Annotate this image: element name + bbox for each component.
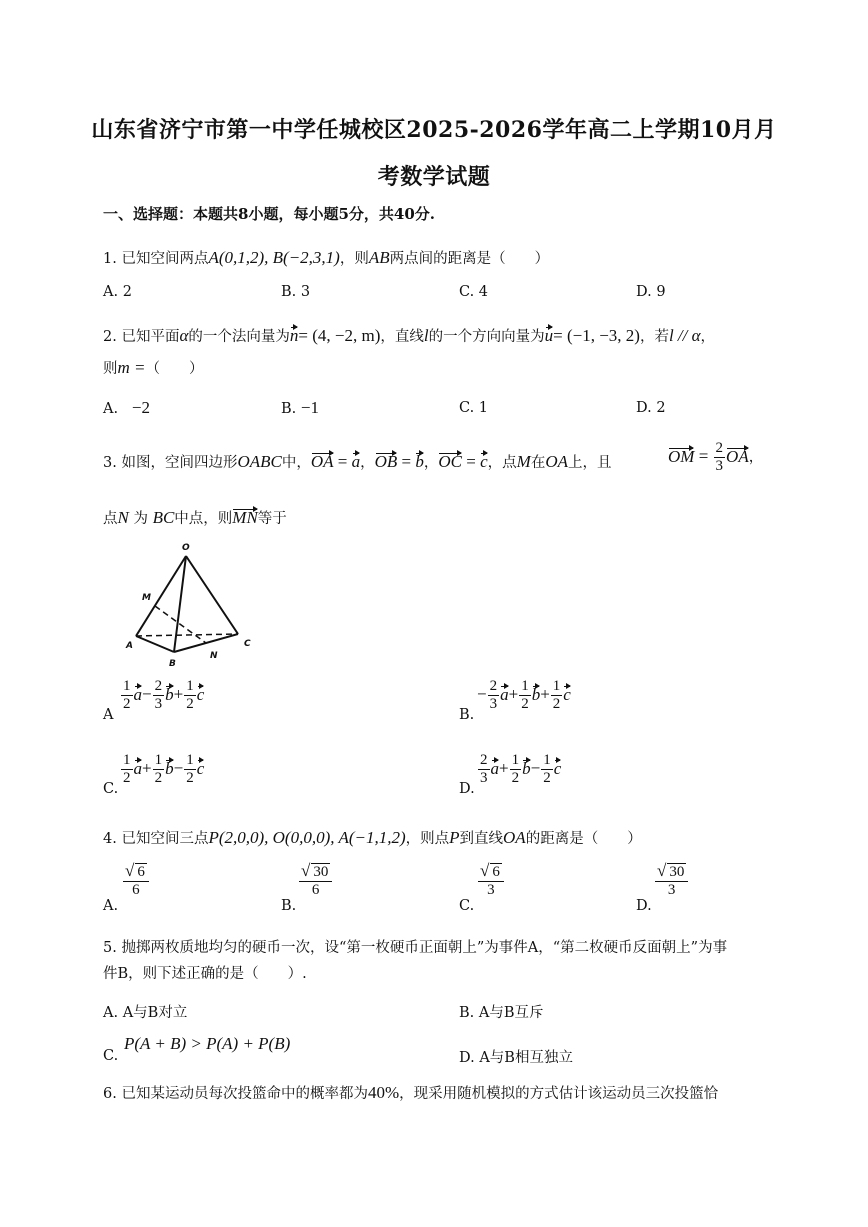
q5-option-c (124, 1034, 290, 1055)
q4-option-a: $\frac{√ 6}{6}$ (122, 862, 150, 899)
q3-vec-a: a (351, 452, 361, 471)
q1-prefix: 1. 已知空间两点 (103, 251, 209, 267)
label-o: O (182, 543, 190, 553)
segment-mn-dashed (155, 606, 206, 643)
q1-middle: ，则 (339, 251, 369, 267)
q4-option-c: $\frac{√ 6}{3}$ (477, 862, 505, 899)
q4-c-radicand: 6 (492, 864, 500, 880)
edge-ab (136, 636, 174, 652)
q2-option-a (103, 398, 150, 418)
question-6 (103, 1083, 718, 1104)
q5-option-c-label: C. (103, 1048, 119, 1064)
q4-line-oa: OA (503, 828, 526, 847)
q2-u-vector: u (544, 326, 554, 345)
q4-text-4: 的距离是（ ） (525, 831, 642, 847)
question-1 (103, 248, 549, 269)
q3-vec-c: c (480, 452, 488, 471)
q2-n-value: = (4, −2, m) (298, 326, 381, 345)
label-a: A (126, 641, 133, 651)
question-3: 3. 如图，空间四边形OABC中，OA = a，OB = b，OC = c，点M在OA上，且 (103, 452, 612, 471)
label-m: M (142, 593, 151, 603)
q2-condition: l // α (668, 326, 701, 345)
q3-frac-num: 2 (715, 440, 724, 456)
q3-vec-oa: OA (310, 452, 334, 471)
q4-d-radicand: 30 (669, 864, 685, 880)
q4-option-d: $\frac{√ 30}{3}$ (654, 862, 689, 899)
label-n: N (210, 651, 218, 661)
tetrahedron-figure (106, 538, 282, 668)
q3-frac-den: 3 (715, 458, 724, 474)
q1-option-d: D. 9 (636, 284, 666, 300)
q4-d-den: 3 (667, 882, 676, 898)
q4-point-p: P (449, 828, 460, 847)
q5-option-c-expr: P(A + B) > P(A) + P(B) (124, 1034, 291, 1053)
q3-text-3: ，点 (487, 455, 517, 471)
q3-option-b: − $\frac{2}{3}$ a+ $\frac{1}{2}$ b+ $\frac{1}{2}$ c (477, 678, 571, 712)
q3-text-1: 3. 如图，空间四边形 (103, 455, 238, 471)
q5-option-d: D. A与B相互独立 (459, 1050, 573, 1066)
q3-vec-oc: OC (438, 452, 462, 471)
q4-option-b-label: B. (281, 898, 297, 914)
q4-a-den: 6 (132, 882, 140, 898)
q4-b-radicand: 30 (313, 864, 329, 880)
q4-option-d-label: D. (636, 898, 652, 914)
q2-text-2: 的一个法向量为 (188, 329, 290, 345)
question-5-line2: 件B，则下述正确的是（ ）. (103, 966, 307, 982)
section-heading: 一、选择题：本题共8小题，每小题5分，共40分. (103, 205, 435, 223)
q4-text-1: 4. 已知空间三点 (103, 831, 209, 847)
q1-option-c: C. 4 (459, 284, 489, 300)
question-5-line1: 5. 抛掷两枚质地均匀的硬币一次，设“第一枚硬币正面朝上”为事件A，“第二枚硬币反面朝上”为事 (103, 940, 728, 956)
q3-vec-oa-2: OA (726, 446, 749, 466)
q2-option-d: D. 2 (636, 400, 666, 416)
question-4 (103, 828, 642, 849)
q3-vec-om: OM (668, 446, 695, 466)
q3-segment-oa: OA (545, 452, 568, 471)
q3-text-6: ， (748, 449, 764, 466)
q2-line-l: l (423, 326, 429, 345)
q2-text-6: ， (700, 329, 716, 345)
q1-points: A(0,1,2), B(−2,3,1) (208, 248, 340, 267)
q5-option-a: A. A与B对立 (103, 1005, 188, 1021)
label-c: C (244, 639, 251, 649)
q3-option-c: $\frac{1}{2}$ a+ $\frac{1}{2}$ b− $\frac{1}{2}$ c (123, 752, 205, 786)
q2-text-4: 的一个方向向量为 (428, 329, 545, 345)
q2-m-eq: m = (117, 358, 146, 377)
q2-option-b-value: −1 (300, 398, 319, 417)
q6-percent: 40% (367, 1083, 400, 1102)
edge-ob (174, 556, 186, 652)
q3-line2-a: 点 (103, 511, 118, 527)
page-title-line2: 考数学试题 (377, 164, 491, 190)
q4-option-c-label: C. (459, 898, 475, 914)
question-3-line2 (103, 508, 287, 529)
q3-om-relation: OM = $\frac{2}{3}$ OA， (668, 440, 764, 474)
q5-option-b: B. A与B互斥 (459, 1005, 544, 1021)
q2-line2-text: 则 (103, 361, 118, 377)
q3-option-c-label: C. (103, 781, 119, 797)
q6-text-2: ，现采用随机模拟的方式估计该运动员三次投篮恰 (399, 1086, 719, 1102)
question-2 (103, 326, 715, 347)
label-b: B (169, 659, 176, 668)
q2-n-vector: n (289, 326, 299, 345)
q3-text-2: 中， (281, 455, 311, 471)
q2-u-value: = (−1, −3, 2) (553, 326, 640, 345)
q2-text-5: ，若 (639, 329, 669, 345)
q6-text-1: 6. 已知某运动员每次投篮命中的概率都为 (103, 1086, 368, 1102)
q4-option-a-label: A. (103, 898, 119, 914)
q4-text-3: 到直线 (459, 831, 504, 847)
q2-line2-end: （ ） (145, 361, 204, 377)
q3-text-4: 在 (530, 455, 546, 471)
q1-ab: AB (368, 248, 390, 267)
q2-option-b (281, 398, 319, 418)
q3-option-a: $\frac{1}{2}$ a− $\frac{2}{3}$ b+ $\frac{1}{2}$ c (123, 678, 205, 712)
q3-line2-c: 中点，则 (174, 511, 233, 527)
q3-oabc: OABC (237, 452, 282, 471)
q4-points: P(2,0,0), O(0,0,0), A(−1,1,2) (208, 828, 406, 847)
q1-suffix: 两点间的距离是（ ） (389, 251, 550, 267)
q1-option-b: B. 3 (281, 284, 311, 300)
q3-option-d-label: D. (459, 781, 475, 797)
q3-vec-b: b (415, 452, 424, 471)
q2-option-b-label: B. (281, 401, 297, 417)
q2-option-c: C. 1 (459, 400, 489, 416)
q2-text-3: ，直线 (380, 329, 424, 345)
q3-option-d: $\frac{2}{3}$ a+ $\frac{1}{2}$ b− $\frac{1}{2}$ c (480, 752, 562, 786)
q2-text-1: 2. 已知平面 (103, 329, 180, 345)
q4-b-den: 6 (311, 882, 320, 898)
q2-option-a-value: −2 (131, 398, 151, 417)
q3-vec-ob: OB (374, 452, 398, 471)
q2-option-a-label: A. (103, 401, 119, 417)
q3-fraction (714, 440, 726, 475)
q3-point-m: M (516, 452, 531, 471)
q3-segment-bc: BC (152, 508, 175, 527)
q4-a-radicand: 6 (137, 864, 145, 880)
q3-option-a-label: A (103, 707, 114, 723)
q1-option-a: A. 2 (103, 284, 132, 300)
question-2-line2 (103, 358, 204, 379)
q3-point-n: N (117, 508, 129, 527)
q3-line2-d: 等于 (257, 511, 287, 527)
q2-alpha: α (179, 326, 189, 345)
edge-oc (186, 556, 238, 634)
q3-line2-b: 为 (133, 511, 148, 527)
q3-vec-mn: MN (232, 508, 258, 527)
q3-text-5: 上，且 (567, 455, 612, 471)
q4-c-den: 3 (487, 882, 495, 898)
q3-option-b-label: B. (459, 707, 475, 723)
page-title: 山东省济宁市第一中学任城校区2025-2026学年高二上学期10月月 (91, 117, 777, 143)
q4-text-2: ，则点 (405, 831, 450, 847)
edge-ac-dashed (136, 634, 238, 636)
q4-option-b: $\frac{√ 30}{6}$ (298, 862, 333, 899)
